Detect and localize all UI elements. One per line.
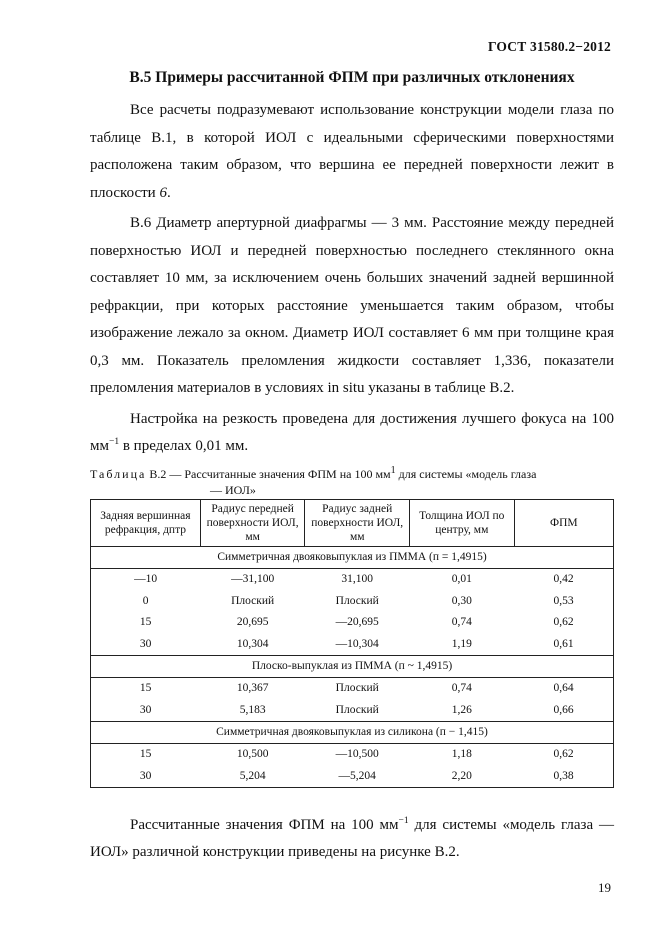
table-cell: 0,74 [451,616,472,629]
table-cell: 15 [91,612,201,634]
header-back-radius: Радиус задней поверхности ИОЛ, мм [305,499,410,546]
table-cell: 0,30 [451,594,472,607]
paragraph-1 [90,97,614,207]
paragraph-3 [90,406,614,461]
table-caption-sup: 1 [390,464,396,476]
paragraph-3-text-a: Настройка на резкость проведена для достижения лучшего фокуса на 100 мм [90,410,614,454]
table-header-row [91,499,614,546]
table-cell: 0,01 [451,573,472,586]
paragraph-4-text-b: для системы «модель глаза — ИОЛ» различной конструкции приведены на рисунке В.2. [90,816,614,860]
table-cell: —5,204 [305,765,410,787]
table-row [91,612,614,634]
table-cell: 0,74 [451,682,472,695]
table-cell: 0 [91,590,201,612]
table-cell: 0,38 [514,765,613,787]
mtf-table [90,499,614,788]
table-cell: —10,304 [335,637,379,650]
table-cell: 20,695 [236,616,269,629]
table-cell: —20,695 [335,616,379,629]
table-group-row [91,546,614,568]
table-caption-line2: — ИОЛ» [210,482,256,497]
table-cell: 0,62 [514,743,613,765]
table-cell: 0,66 [514,699,613,721]
table-cell: —10 [91,568,201,590]
paragraph-3-sup: −1 [108,437,120,447]
table-cell: 1,19 [451,637,472,650]
table-cell: 5,204 [200,765,305,787]
header-front-radius: Радиус передней поверхности ИОЛ, мм [200,499,305,546]
table-cell: 30 [91,699,201,721]
table-group-title: Плоско-выпуклая из ПММА (п ~ 1,4915) [91,655,614,677]
table-cell: Плоский [231,594,275,607]
table-cell: 1,18 [451,748,472,761]
table-row [91,590,614,612]
table-caption [90,463,614,498]
table-caption-text-a: В.2 — Рассчитанные значения ФПМ на 100 мм [146,466,391,481]
table-cell: 0,64 [514,677,613,699]
table-cell: 10,304 [236,637,269,650]
table-cell: 5,183 [239,703,266,716]
paragraph-1-text: Все расчеты подразумевают использование конструкции модели глаза по таблице В.1, в которой ИОЛ с идеальными сферическими поверхностями расположена таким образом, что вершина ее передней поверхности лежит в плоскости [90,102,614,201]
table-cell: 1,26 [451,703,472,716]
table-cell: 15 [91,743,201,765]
page-content [90,68,614,867]
table-row [91,743,614,765]
table-cell: 31,100 [341,573,374,586]
section-title: В.5 Примеры рассчитанной ФПМ при различных отклонениях [129,69,575,86]
table-cell: 30 [91,633,201,655]
paragraph-3-text-b: в пределах 0,01 мм. [119,438,249,454]
table-row [91,677,614,699]
table-cell: 10,500 [236,748,269,761]
page-number: 19 [598,880,611,895]
table-cell: 30 [91,765,201,787]
table-group-title: Симметричная двояковыпуклая из ПММА (п = 1,4915) [91,546,614,568]
paragraph-4-text-a: Рассчитанные значения ФПМ на 100 мм [130,816,399,833]
paragraph-1-italic: 6 [159,184,167,201]
header-center-thickness: Толщина ИОЛ по центру, мм [410,499,515,546]
table-cell: 0,42 [514,568,613,590]
table-cell: —31,100 [231,573,275,586]
table-cell: 2,20 [410,765,515,787]
header-back-vertex-power: Задняя вершинная рефракция, дптр [91,499,201,546]
table-cell: Плоский [335,594,379,607]
table-body [91,546,614,787]
table-row [91,699,614,721]
paragraph-4-sup: −1 [398,815,409,826]
table-group-row [91,721,614,743]
header-mtf: ФПМ [514,499,613,546]
table-group-row [91,655,614,677]
table-cell: 0,61 [514,633,613,655]
table-cell: —10,500 [335,748,379,761]
table-cell: 0,53 [514,590,613,612]
table-caption-label: Таблица [90,466,147,481]
paragraph-4 [90,812,614,867]
table-cell: Плоский [335,703,379,716]
table-group-title: Симметричная двояковыпуклая из силикона (п − 1,415) [91,721,614,743]
table-cell: Плоский [335,682,379,695]
table-row [91,633,614,655]
paragraph-1-end: . [166,184,171,201]
table-cell: 0,62 [514,612,613,634]
table-row [91,765,614,787]
paragraph-2: В.6 Диаметр апертурной диафрагмы — 3 мм. Расстояние между передней поверхностью ИОЛ и передней поверхностью последнего стеклянного окна составляет 10 мм, за исключением очень больших значений задней вершинной рефракции, при которых расстояние уменьшается таким образом, чтобы изображение лежало за окном. Диаметр ИОЛ составляет 6 мм при толщине края 0,3 мм. Показатель преломления жидкости составляет 1,336, показатели преломления материалов в условиях in situ указаны в таблице В.2. [90,215,614,396]
table-caption-text-b: для системы «модель глаза [395,466,537,481]
table-row [91,568,614,590]
document-header: ГОСТ 31580.2−2012 [487,39,611,54]
table-cell: 15 [91,677,201,699]
table-cell: 10,367 [236,682,269,695]
